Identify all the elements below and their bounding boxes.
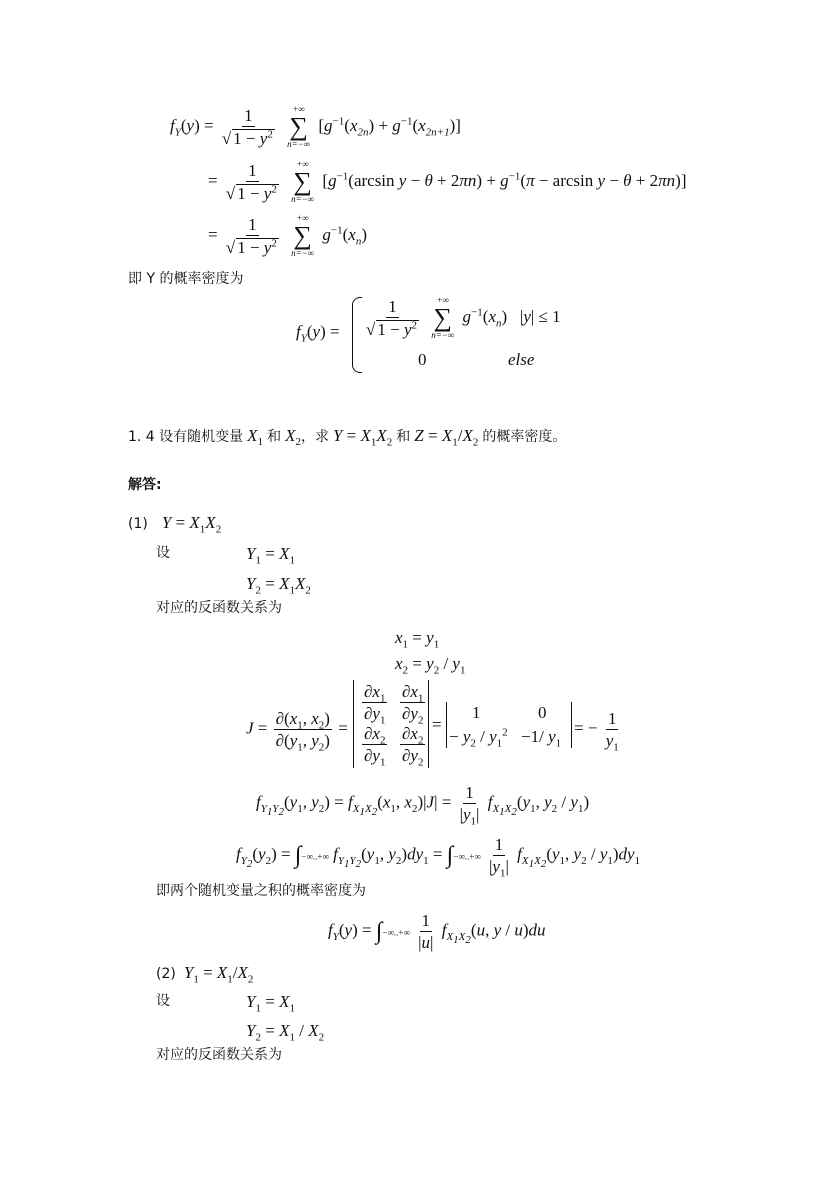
problem-label: 1. 4 设有随机变量 [128,429,244,445]
jacobian-entry-11: $\frac{\partial x_1}{\partial y_1}$ [364,682,386,727]
let-label-2: 设 [156,993,170,1009]
jacobian-val-12: 0 [538,703,547,722]
part1-heading: (1) $Y = X_1X_2$ [128,513,222,536]
formula-x1-eq-y1: $x_1 = y_1$ [395,628,440,651]
jacobian-val-11: 1 [472,703,481,722]
formula-piecewise-lhs: $f_Y(y)$ = [296,322,340,345]
let-label-1: 设 [156,545,170,561]
jacobian-entry-12: $\frac{\partial x_1}{\partial y_2}$ [402,682,424,727]
part2-heading: (2) $Y_1 = X_1/X_2$ [156,963,254,986]
formula-fy-line1: $f_Y(y)$ = $\frac{1}{√ 1 - y^2}$ +∞ ∑ n=−∞ $[g^{-1}(x_{2n}) + g^{-1}(x_{2n+1})]$ [170,104,461,149]
formula-y2-eq-x1-over-x2: $Y_2 = X_1 / X_2$ [246,1021,325,1044]
piecewise-else: else [508,350,535,369]
formula-y1-eq-x1: $Y_1 = X_1$ [246,544,295,567]
formula-jacobian-lhs: J = $\frac{\partial(x_1, x_2)}{\partial(y_1, y_2)}$ = [246,709,348,754]
jacobian-val-22: −1/ $y_1$ [521,727,562,750]
answer-heading: 解答: [128,477,162,493]
text-intro-y: 即 Y 的概率密度为 [128,271,244,287]
formula-x2-eq-y2-over-y1: $x_2 = y_2 / y_1$ [395,654,466,677]
jacobian-val-21: − $y_2 / y_1^2$ [449,726,508,750]
inverse-text-1: 对应的反函数关系为 [156,600,282,616]
formula-piecewise-case1: $\frac{1}{√ 1 - y^2}$ +∞ ∑ n=−∞ $g^{-1}(x_n) |y| \le 1$ [366,295,561,340]
formula-piecewise-case2: 0 [418,350,427,369]
formula-fy-line2: = $\frac{1}{√ 1 - y^2}$ +∞ ∑ n=−∞ [$g^{-1}(\arcsin$ $y - \theta + 2\pi n) + g^{-1}(\pi - \arcsin y - \theta + 2\pi n)$] [208,159,687,204]
formula-marginal-y2: $f_{Y_2}(y_2)$ = ∫−∞..+∞ $f_{Y_1Y_2}(y_1$, $y_2)dy_1$ = ∫−∞..+∞ $\frac{1}{|y_1|}$ $f_{X_1X_2}(y_1$, $y_2 / y_1)dy_1$ [236,835,641,880]
inverse-text-2: 对应的反函数关系为 [156,1047,282,1063]
jacobian-result: = − $\frac{1}{y_1}$ [574,709,619,754]
formula-y2-eq-x1x2: $Y_2 = X_1X_2$ [246,574,311,597]
jacobian-entry-22: $\frac{\partial x_2}{\partial y_2}$ [402,724,424,769]
piecewise-brace [352,297,362,373]
jacobian-entry-21: $\frac{\partial x_2}{\partial y_1}$ [364,724,386,769]
product-density-text: 即两个随机变量之积的概率密度为 [156,883,366,899]
formula-joint-density: $f_{Y_1Y_2}(y_1$, $y_2) = f_{X_1X_2}(x_1$, $x_2)|J|$ = $\frac{1}{|y_1|}$ $f_{X_1X_2}(y_1$, $y_2 / y_1$) [256,783,590,828]
formula-y1-eq-x1-p2: $Y_1 = X_1$ [246,992,295,1015]
formula-fy-line3: = $\frac{1}{√ 1 - y^2}$ +∞ ∑ n=−∞ $g^{-1}(x_n)$ [208,213,367,258]
formula-product-density: $f_Y(y)$ = ∫−∞..+∞ $\frac{1}{|u|}$ $f_{X_1X_2}(u$, y / u)du [328,911,546,952]
problem-statement: 1. 4 设有随机变量 $X_1$ 和 $X_2$，求 $Y = X_1X_2$ 和 $Z = X_1/X_2$ 的概率密度。 [128,426,567,449]
jacobian-eq2: = [432,715,442,734]
